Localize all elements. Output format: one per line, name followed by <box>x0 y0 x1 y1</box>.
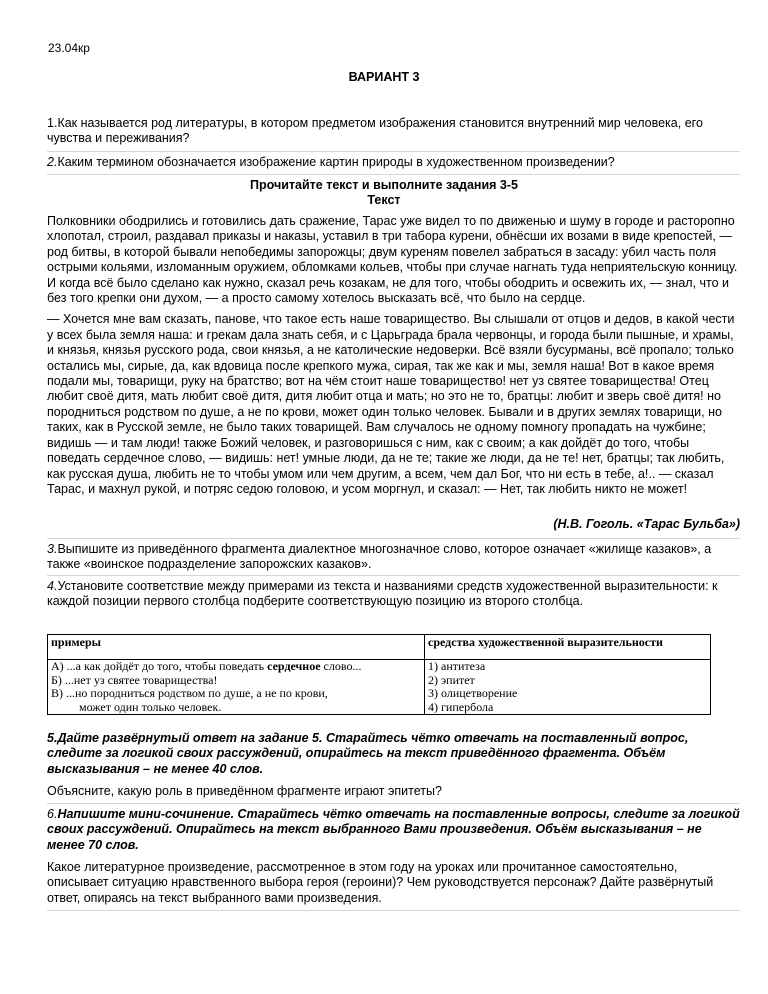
divider <box>47 174 740 175</box>
question-6-instruction: 6.Напишите мини-сочинение. Старайтесь чётко отвечать на поставленные вопросы, следите за логикой своих рассуждений. Опирайтесь на текст выбранного Вами произведения. Объём высказывания – не менее 70 слов. <box>47 807 740 852</box>
matching-table-body <box>48 660 711 715</box>
question-4-number: 4. <box>47 579 58 593</box>
reading-instruction: Прочитайте текст и выполните задания 3-5 <box>250 178 518 192</box>
question-5-number: 5. <box>47 731 58 745</box>
matching-table-header <box>48 635 711 660</box>
passage-paragraph-1: Полковники ободрились и готовились дать сражение, Тарас уже видел то по движенью и шуму в городе и расторопно хлопотал, строил, раздавал приказы и наказы, уставил в три табора курени, обнёсши их возами в виде крепостей, — род битвы, в которой бывали непобедимы запорожцы; двум куреням повелел забраться в засаду: убил часть поля острыми кольями, изломанным оружием, обломками кольев, чтобы при случае нагнать туда неприятельскую конницу. И когда всё было сделано как нужно, сказал речь козакам, не для того, чтобы ободрить и освежить их, — знал, что и без того крепки они духом, — а просто самому хотелось высказать всё, что было на сердце. <box>47 214 738 306</box>
divider <box>47 910 740 911</box>
question-4-text: Установите соответствие между примерами из текста и названиями средств художественной выразительности: к каждой позиции первого столбца подберите соответствующую позицию из второго столбца. <box>47 579 718 609</box>
document-code: 23.04кр <box>48 41 90 55</box>
means-item: 1) антитеза <box>428 659 486 673</box>
variant-title: ВАРИАНТ 3 <box>348 70 420 84</box>
means-column-header: средства художественной выразительности <box>425 635 711 660</box>
question-5-text: Объясните, какую роль в приведённом фрагменте играют эпитеты? <box>47 784 442 798</box>
divider <box>47 151 740 152</box>
question-3 <box>47 542 740 573</box>
question-1 <box>47 116 740 147</box>
question-1-text: Как называется род литературы, в котором предметом изображения становится внутренний мир человека, его чувства и переживания? <box>47 116 703 146</box>
question-1-number: 1. <box>47 116 58 130</box>
example-a-bold-word: сердечное <box>267 659 321 673</box>
passage <box>47 214 740 503</box>
question-3-number: 3. <box>47 542 58 556</box>
text-label: Текст <box>367 193 401 207</box>
question-6-text: Какое литературное произведение, рассмотренное в этом году на уроках или прочитанное самостоятельно, описывает ситуацию нравственного выбора героя (героини)? Чем руководствуется персонаж? Дайте развёрнутый ответ, опираясь на текст выбранного вами произведения. <box>47 860 714 905</box>
matching-table <box>47 634 711 715</box>
divider <box>47 575 740 576</box>
question-5-instruction: 5.Дайте развёрнутый ответ на задание 5. Старайтесь чётко отвечать на поставленный вопрос, следите за логикой своих рассуждений, опирайтесь на текст приведённого фрагмента. Объём высказывания – не менее 40 слов. <box>47 731 689 776</box>
example-v-continued: может один только человек. <box>79 699 222 714</box>
question-2 <box>47 155 740 170</box>
examples-cell <box>48 660 425 715</box>
question-6-number: 6. <box>47 807 58 821</box>
question-2-number: 2. <box>47 155 58 169</box>
divider <box>47 538 740 539</box>
means-item: 4) гипербола <box>428 699 494 714</box>
passage-source: (Н.В. Гоголь. «Тарас Бульба») <box>553 517 740 531</box>
example-a: А) ...а как дойдёт до того, чтобы поведать сердечное слово... <box>51 659 362 673</box>
passage-paragraph-2: — Хочется мне вам сказать, панове, что такое есть наше товарищество. Вы слышали от отцов и дедов, в какой чести у всех была земля наша: и грекам дала знать себя, и с Царьграда брала червонцы, и города были пышные, и храмы, и князья, князья русского рода, свои князья, а не католические недоверки. Всё взяли бусурманы, всё пропало; только остались мы, сирые, да, как вдовица после крепкого мужа, сирая, так же как и мы, земля наша! Вот в какое время подали мы, товарищи, руку на братство; вот на чём стоит наше товарищество! нет уз святее товарищества! Отец любит своё дитя, мать любит своё дитя, дитя любит отца и мать; но это не то, братцы: любит и зверь своё дитя! но породниться родством по душе, а не по крови, может один только человек. Бывали и в других землях товарищи, но таких, как в Русской земле, не было таких товарищей. Вам случалось не одному помногу пропадать на чужбине; видишь — и там люди! также Божий человек, и разговоришься с ним, как с своим; а как дойдёт до того, чтобы поведать сердечное слово, — видишь: нет! умные люди, да не те; такие же люди, да не те! нет, братцы; так любить, как русская душа, любить не то чтобы умом или чем другим, а всем, чем дал Бог, что ни есть в тебе, а!.. — сказал Тарас, и махнул рукой, и потряс седою головою, и усом моргнул, и сказал: — Нет, так любить никто не может! <box>47 312 735 496</box>
means-item: 3) олицетворение <box>428 686 518 700</box>
question-4 <box>47 579 740 610</box>
question-2-text: Каким термином обозначается изображение картин природы в художественном произведении? <box>57 155 615 169</box>
example-v: В) ...но породниться родством по душе, а не по крови, <box>51 686 328 700</box>
means-item: 2) эпитет <box>428 672 475 687</box>
example-b: Б) ...нет уз святее товарищества! <box>51 672 218 687</box>
means-cell <box>425 660 711 715</box>
examples-column-header: примеры <box>48 635 425 660</box>
question-3-text: Выпишите из приведённого фрагмента диалектное многозначное слово, которое означает «жилище казаков», а также «воинское подразделение запорожских казаков». <box>47 542 712 572</box>
divider <box>47 803 740 804</box>
